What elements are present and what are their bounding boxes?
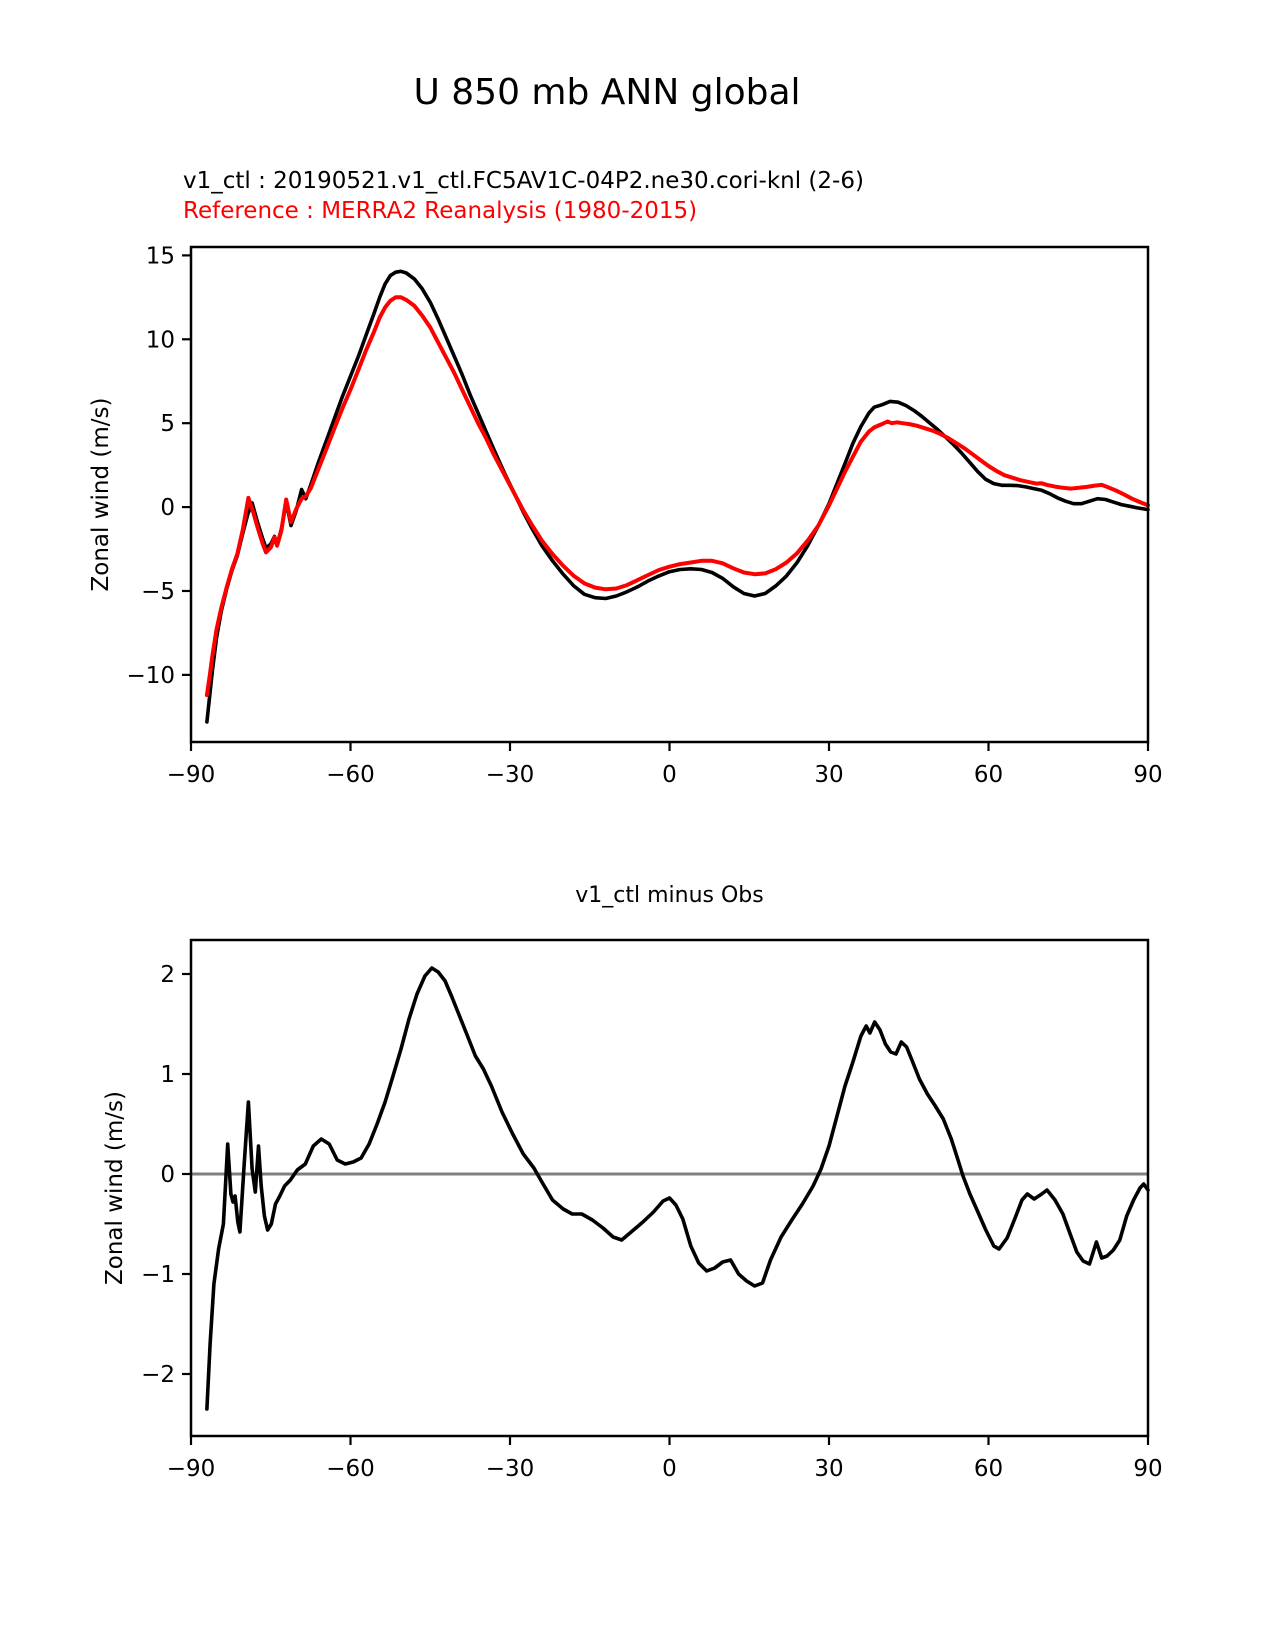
difference-chart-series-0-line bbox=[207, 968, 1148, 1409]
top-chart-x-tick-label: 60 bbox=[973, 762, 1004, 788]
difference-chart-x-tick-label: 0 bbox=[662, 1456, 677, 1482]
figure-title: U 850 mb ANN global bbox=[413, 72, 801, 113]
top-chart-series-0-line bbox=[207, 271, 1148, 722]
difference-chart-axes-box bbox=[191, 940, 1148, 1436]
reference-label: Reference : MERRA2 Reanalysis (1980-2015) bbox=[183, 198, 698, 224]
difference-chart-y-tick-label: 2 bbox=[160, 962, 175, 988]
difference-chart-x-tick-label: 60 bbox=[973, 1456, 1004, 1482]
difference-chart-x-tick-label: 90 bbox=[1133, 1456, 1163, 1482]
top-chart-y-tick-label: 15 bbox=[145, 243, 175, 270]
difference-chart-y-axis-label: Zonal wind (m/s) bbox=[102, 1091, 128, 1285]
top-chart-x-tick-label: −30 bbox=[485, 762, 535, 788]
top-chart-axes-box bbox=[191, 247, 1148, 742]
top-chart-x-tick-label: −90 bbox=[166, 762, 216, 788]
top-chart-y-axis-label: Zonal wind (m/s) bbox=[88, 397, 114, 592]
top-chart-x-tick-label: 0 bbox=[662, 762, 677, 788]
top-chart-y-tick-label: −10 bbox=[126, 662, 175, 689]
top-chart-y-tick-label: 0 bbox=[160, 495, 175, 522]
top-chart-x-tick-label: 90 bbox=[1133, 762, 1163, 788]
top-chart-x-tick-label: 30 bbox=[814, 762, 844, 788]
top-chart-y-tick-label: 10 bbox=[145, 327, 175, 354]
top-chart-x-tick-label: −60 bbox=[326, 762, 375, 788]
difference-chart-y-tick-label: −1 bbox=[141, 1262, 175, 1288]
difference-chart-y-tick-label: 1 bbox=[160, 1062, 175, 1088]
difference-chart-x-tick-label: 30 bbox=[814, 1456, 844, 1482]
difference-chart-subplot-title: v1_ctl minus Obs bbox=[575, 883, 764, 908]
top-chart-series-1-line bbox=[207, 297, 1148, 695]
model-run-label: v1_ctl : 20190521.v1_ctl.FC5AV1C-04P2.ne30.cori-knl (2-6) bbox=[183, 168, 864, 194]
difference-chart-x-tick-label: −90 bbox=[166, 1456, 216, 1482]
difference-chart-y-tick-label: 0 bbox=[160, 1162, 175, 1188]
top-chart-y-tick-label: 5 bbox=[160, 411, 175, 438]
difference-chart-x-tick-label: −60 bbox=[326, 1456, 375, 1482]
difference-chart-y-tick-label: −2 bbox=[141, 1362, 175, 1388]
difference-chart-x-tick-label: −30 bbox=[485, 1456, 535, 1482]
top-chart-y-tick-label: −5 bbox=[141, 578, 175, 605]
